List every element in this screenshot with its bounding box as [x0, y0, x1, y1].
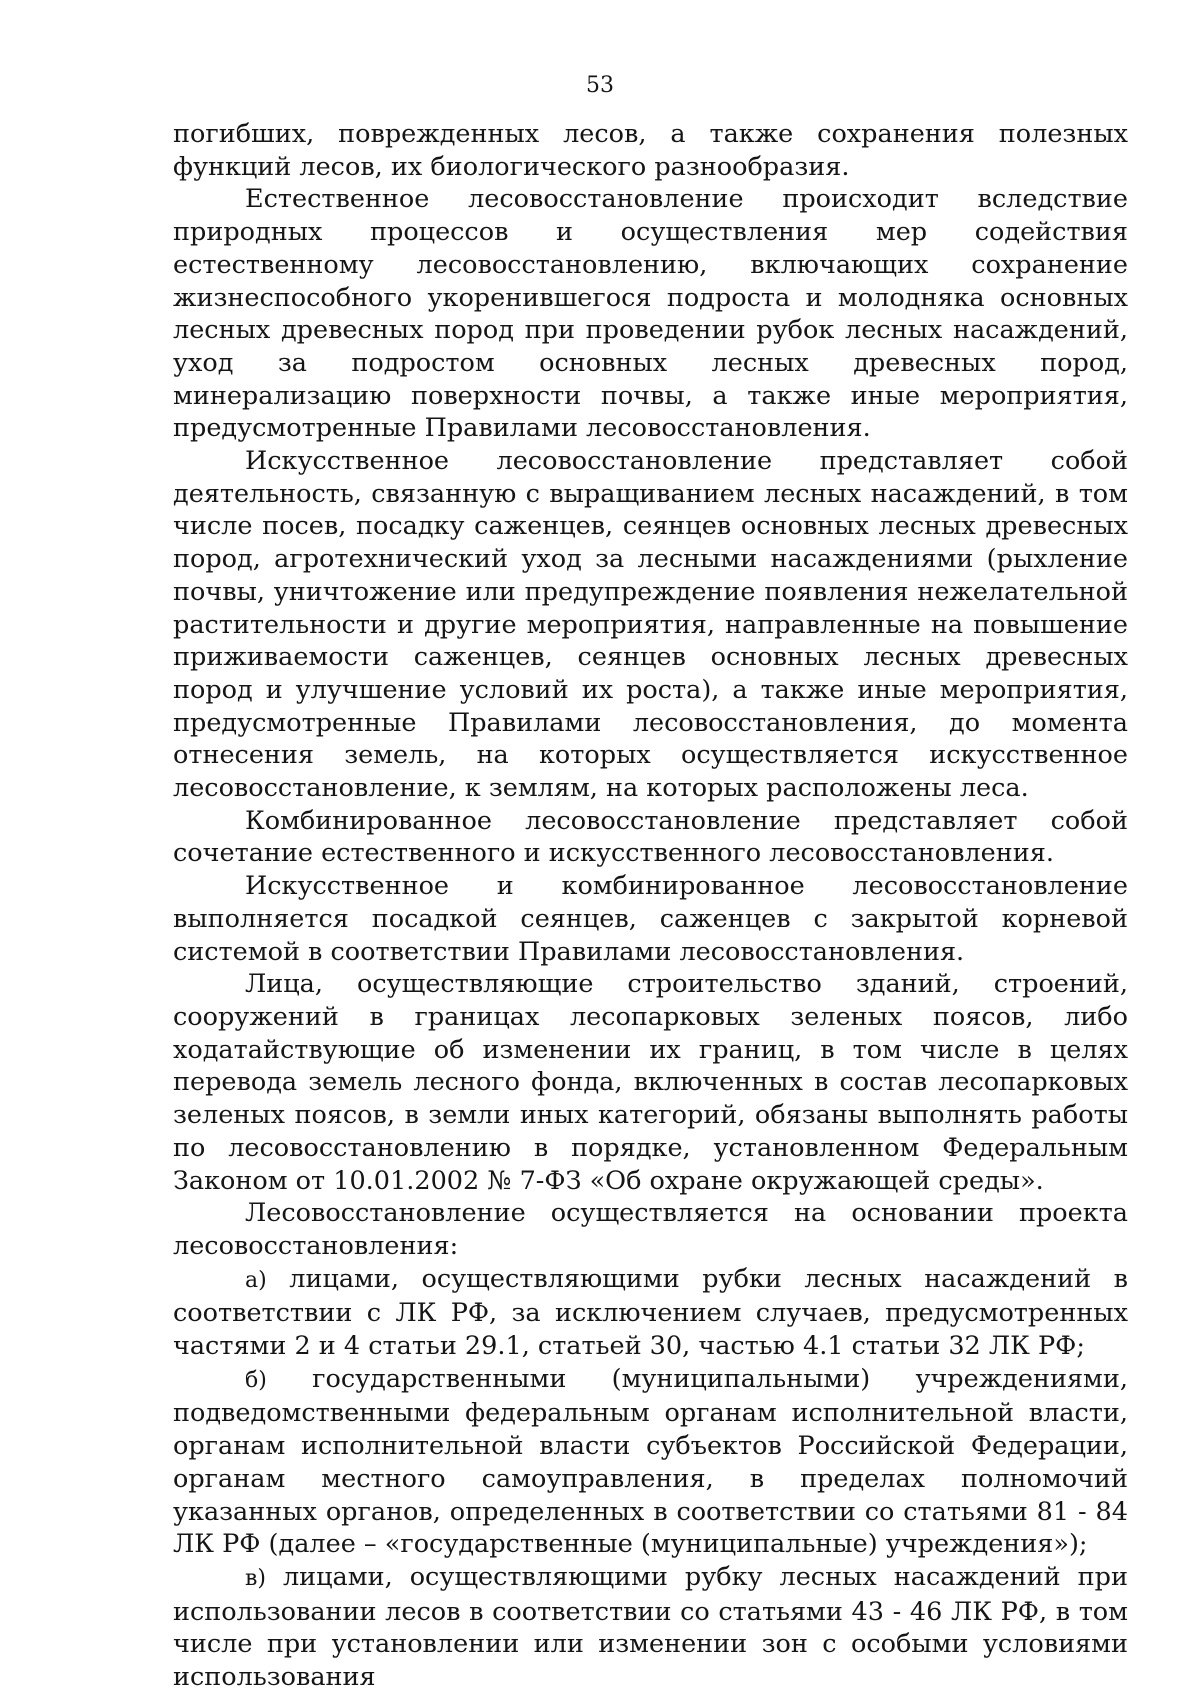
paragraph-continuation: погибших, поврежденных лесов, а также сохранения полезных функций лесов, их биологического разнообразия.: [173, 119, 1128, 182]
list-marker: в): [245, 1565, 266, 1591]
paragraph-planting-method: Искусственное и комбинированное лесовосстановление выполняется посадкой сеянцев, саженцев с закрытой корневой системой в соответствии Правилами лесовосстановления.: [173, 871, 1128, 967]
list-item-text: государственными (муниципальными) учреждениями, подведомственными федеральным органам исполнительной власти, органам исполнительной власти субъектов Российской Федерации, органам местного самоуправления, в пределах полномочий указанных органов, определенных в соответствии со статьями 81 - 84 ЛК РФ (далее – «государственные (муниципальные) учреждения»);: [173, 1363, 1128, 1560]
page-number: 53: [586, 73, 614, 98]
document-body: [173, 118, 1128, 1694]
list-item: [173, 1561, 1128, 1694]
list-item: [173, 1363, 1128, 1561]
paragraph-combined-reforestation: Комбинированное лесовосстановление представляет собой сочетание естественного и искусственного лесовосстановления.: [173, 805, 1128, 869]
paragraph-green-belts: Лица, осуществляющие строительство зданий, строений, сооружений в границах лесопарковых зеленых поясов, либо ходатайствующие об изменении их границ, в том числе в целях перевода земель лесного фонда, включенных в состав лесопарковых зеленых поясов, в земли иных категорий, обязаны выполнять работы по лесовосстановлению в порядке, установленном Федеральным Законом от 10.01.2002 № 7-ФЗ «Об охране окружающей среды».: [173, 969, 1128, 1196]
paragraph-natural-reforestation: Естественное лесовосстановление происходит вследствие природных процессов и осуществления мер содействия естественному лесовосстановлению, включающих сохранение жизнеспособного укоренившегося подроста и молодняка основных лесных древесных пород при проведении рубок лесных насаждений, уход за подростом основных лесных древесных пород, минерализацию поверхности почвы, а также иные мероприятия, предусмотренные Правилами лесовосстановления.: [173, 184, 1128, 444]
list-item-text: лицами, осуществляющими рубку лесных насаждений при использовании лесов в соответствии со статьями 43 - 46 ЛК РФ, в том числе при установлении или изменении зон с особыми условиями использования: [173, 1561, 1128, 1693]
list-item-text: лицами, осуществляющими рубки лесных насаждений в соответствии с ЛК РФ, за исключением случаев, предусмотренных частями 2 и 4 статьи 29.1, статьей 30, частью 4.1 статьи 32 ЛК РФ;: [173, 1263, 1129, 1362]
list-marker: а): [245, 1267, 267, 1293]
list-item: [173, 1263, 1128, 1363]
paragraph-artificial-reforestation: Искусственное лесовосстановление представляет собой деятельность, связанную с выращиванием лесных насаждений, в том числе посев, посадку саженцев, сеянцев основных лесных древесных пород, агротехнический уход за лесными насаждениями (рыхление почвы, уничтожение или предупреждение появления нежелательной растительности и другие мероприятия, направленные на повышение приживаемости саженцев, сеянцев основных лесных древесных пород и улучшение условий их роста), а также иные мероприятия, предусмотренные Правилами лесовосстановления, до момента отнесения земель, на которых осуществляется искусственное лесовосстановление, к землям, на которых расположены леса.: [173, 446, 1128, 804]
paragraph-project-basis: Лесовосстановление осуществляется на основании проекта лесовосстановления:: [173, 1198, 1128, 1261]
list-marker: б): [245, 1367, 267, 1393]
